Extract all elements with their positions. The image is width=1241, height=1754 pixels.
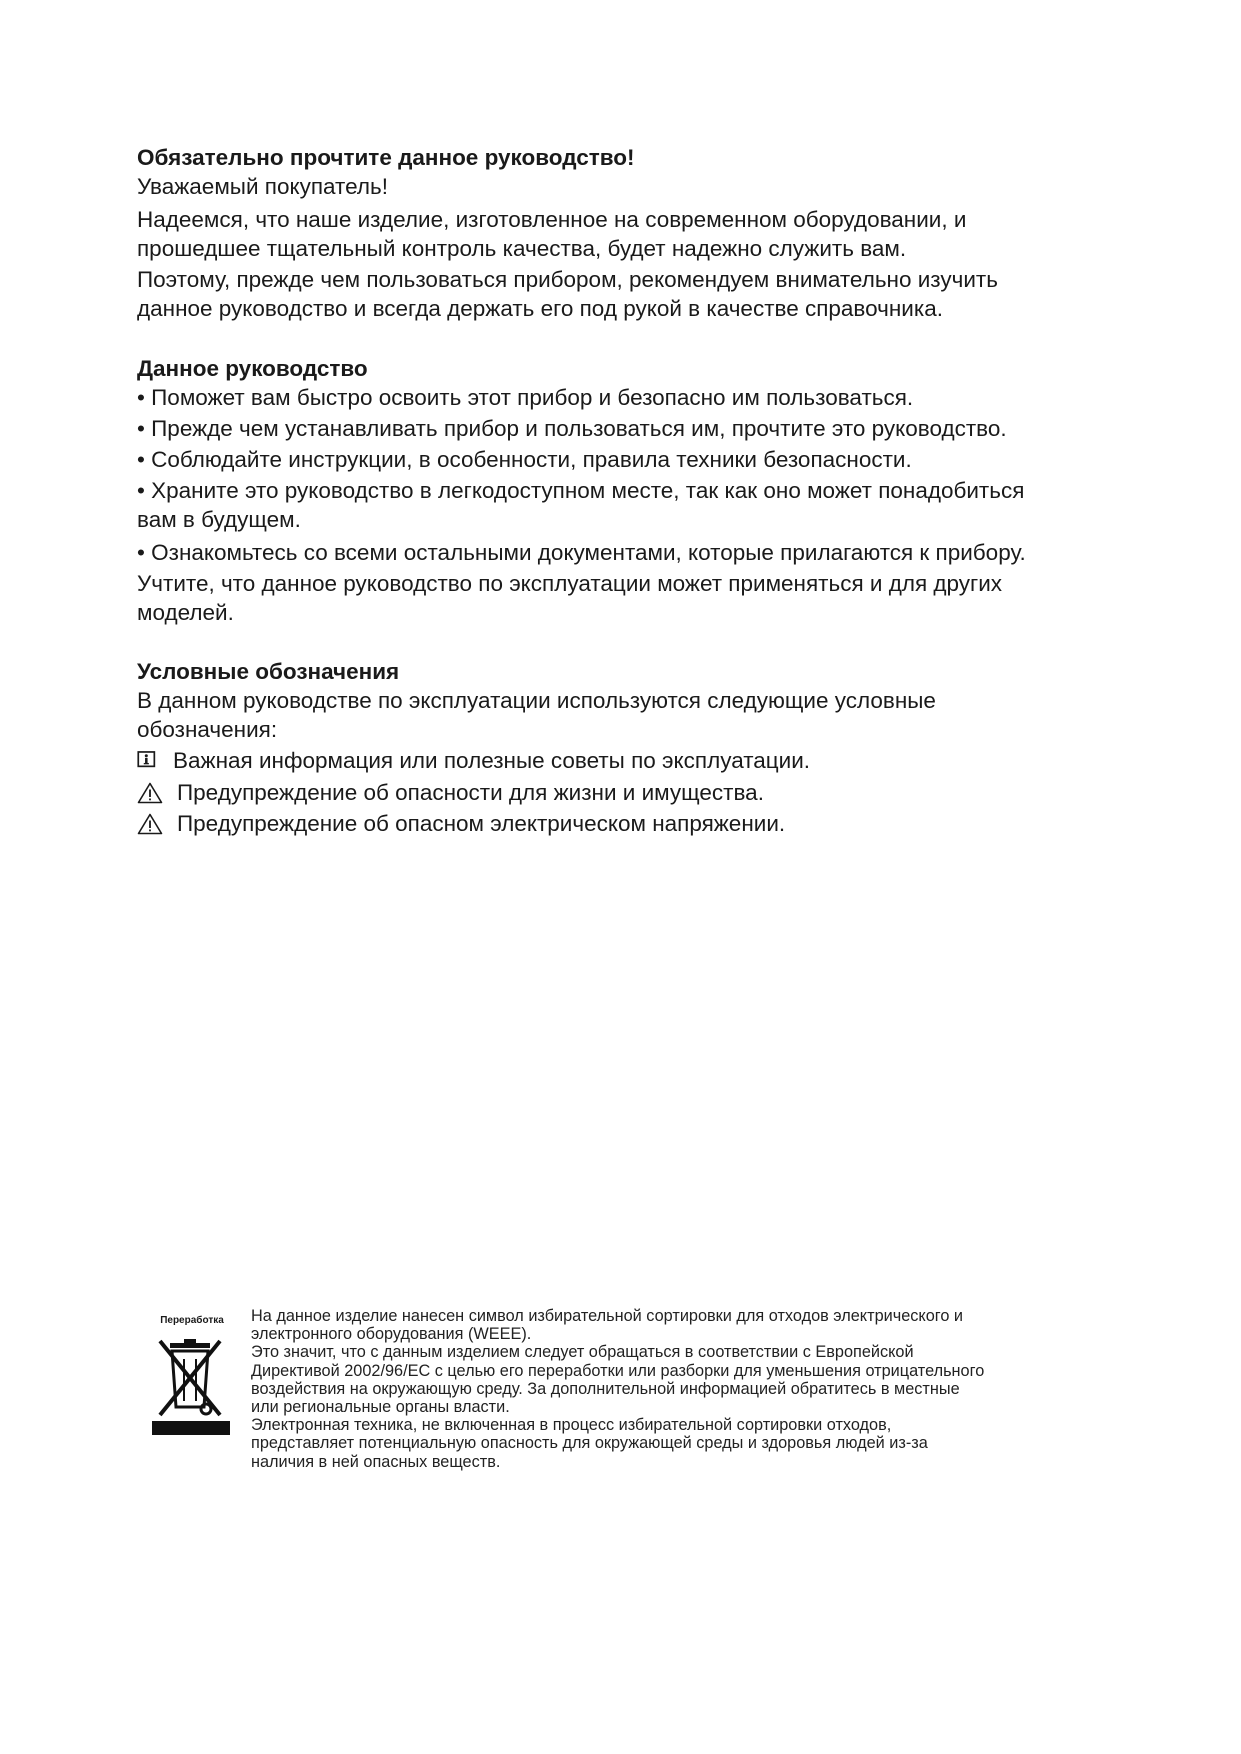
text-line: • Храните это руководство в легкодоступном месте, так как оно может понадобиться [137,478,1025,503]
symbol-info-row [137,746,1097,775]
electric-warning-text: Предупреждение об опасном электрическом напряжении. [177,811,786,836]
bullet-item: • Поможет вам быстро освоить этот прибор и безопасно им пользоваться. [137,385,914,410]
text-line: В данном руководстве по эксплуатации используются следующие условные [137,688,936,713]
text-line: Учтите, что данное руководство по эксплуатации может применяться и для других [137,571,1003,596]
recycling-label: Переработка [160,1315,224,1326]
intro-paragraph-1 [137,205,1097,263]
text-line: прошедшее тщательный контроль качества, будет надежно служить вам. [137,236,907,261]
text-line: обозначения: [137,717,278,742]
symbols-section [137,657,1097,838]
text-line: данное руководство и всегда держать его под рукой в качестве справочника. [137,296,943,321]
info-text: Важная информация или полезные советы по эксплуатации. [173,748,811,773]
text-line: Директивой 2002/96/ЕС с целью его переработки или разборки для уменьшения отрицательного [251,1361,985,1380]
bullet-item: • Ознакомьтесь со всеми остальными документами, которые прилагаются к прибору. [137,540,1026,565]
text-line: воздействия на окружающую среду. За дополнительной информацией обратитесь в местные [251,1379,960,1398]
bullet-item: • Прежде чем устанавливать прибор и пользоваться им, прочтите это руководство. [137,416,1007,441]
main-content [137,143,1097,838]
info-icon [137,750,159,770]
crossed-out-wheelie-bin-icon [148,1331,234,1441]
text-line: наличия в ней опасных веществ. [251,1452,501,1471]
manual-section [137,354,1097,627]
manual-note [137,569,1097,627]
warning-triangle-icon [137,782,163,804]
text-line: или региональные органы власти. [251,1398,510,1417]
text-line: Электронная техника, не включенная в процесс избирательной сортировки отходов, [251,1416,892,1435]
symbols-heading: Условные обозначения [137,659,400,684]
text-line: Это значит, что с данным изделием следует обращаться в соответствии с Европейской [251,1343,914,1362]
intro-paragraph-2 [137,265,1097,323]
bullet-item: • Соблюдайте инструкции, в особенности, правила техники безопасности. [137,447,912,472]
weee-text [251,1307,1101,1471]
text-line: моделей. [137,600,234,625]
greeting: Уважаемый покупатель! [137,174,388,199]
bullet-item [137,476,1097,534]
text-line: представляет потенциальную опасность для окружающей среды и здоровья людей из-за [251,1434,928,1453]
text-line: электронного оборудования (WEEE). [251,1325,532,1344]
warning-triangle-icon [137,813,163,835]
text-line: Поэтому, прежде чем пользоваться прибором, рекомендуем внимательно изучить [137,267,998,292]
symbol-warning-row [137,778,1097,807]
manual-heading: Данное руководство [137,356,368,381]
text-line: Надеемся, что наше изделие, изготовленное на современном оборудовании, и [137,207,967,232]
intro-title: Обязательно прочтите данное руководство! [137,145,635,170]
text-line: вам в будущем. [137,507,301,532]
text-line: На данное изделие нанесен символ избирательной сортировки для отходов электрического и [251,1307,964,1325]
symbol-electric-warning-row [137,809,1097,838]
warning-text: Предупреждение об опасности для жизни и имущества. [177,780,764,805]
